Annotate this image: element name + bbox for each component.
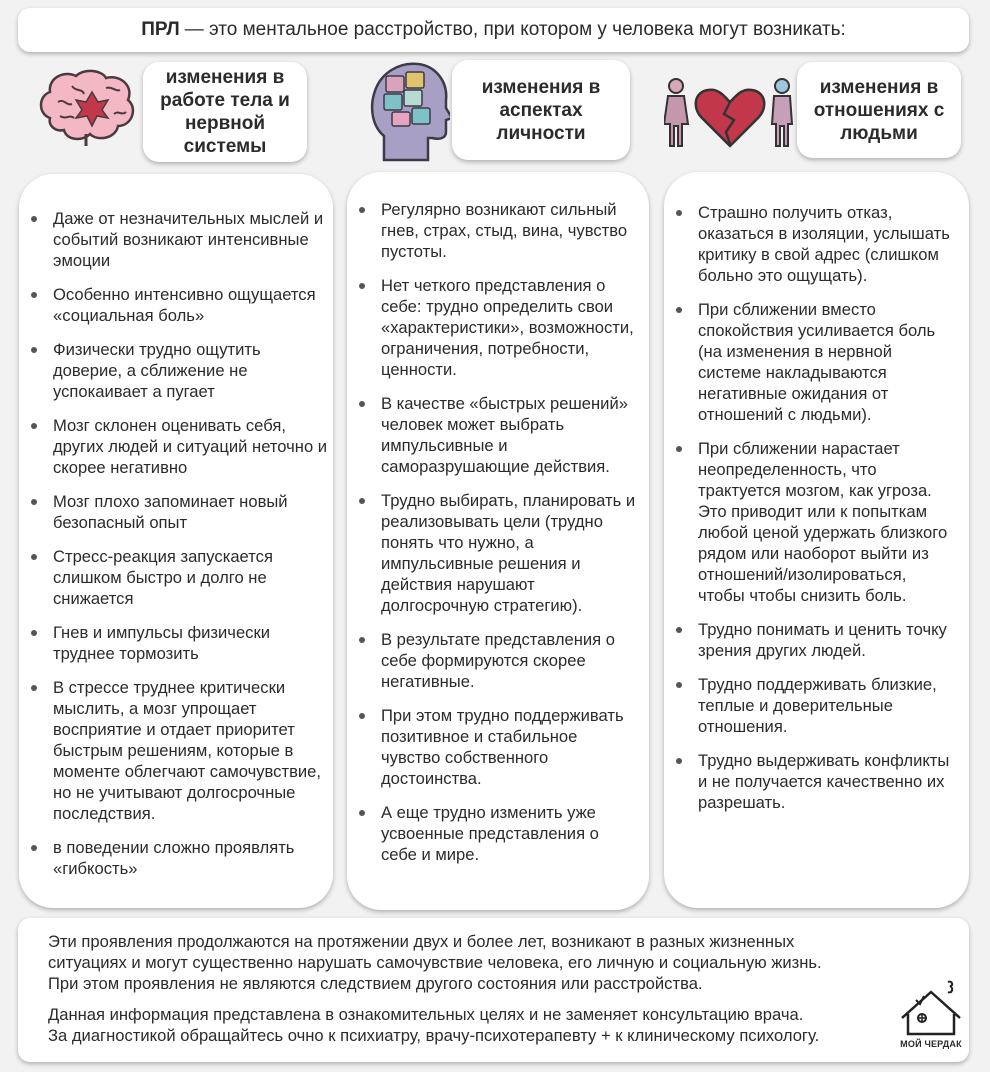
list-item: В результате представления о себе формируются скорее негативные.: [381, 629, 639, 692]
logo-text: МОЙ ЧЕРДАК: [900, 1039, 962, 1049]
col1-label: [143, 62, 307, 162]
title-abbr: ПРЛ: [141, 19, 180, 40]
broken-heart-couple-icon: [664, 76, 794, 148]
brain-icon: [36, 66, 138, 148]
footer-line: При этом проявления не являются следствием другого состояния или расстройства.: [48, 974, 703, 993]
list-item: А еще трудно изменить уже усвоенные представления о себе и мире.: [381, 802, 639, 865]
col1-label-text: изменения в работе тела и нервной системы: [160, 67, 290, 157]
col2-label-text: изменения в аспектах личности: [481, 76, 601, 144]
list-item: в поведении сложно проявлять «гибкость»: [53, 837, 333, 879]
column-personality: [347, 172, 649, 910]
page-title: [18, 8, 969, 52]
list-item: Регулярно возникают сильный гнев, страх, стыд, вина, чувство пустоты.: [381, 199, 639, 262]
list-item: Особенно интенсивно ощущается «социальная боль»: [53, 284, 333, 326]
col3-label-text: изменения в отношениях с людьми: [813, 76, 945, 144]
list-item: В качестве «быстрых решений» человек может выбрать импульсивные и саморазрушающие действия.: [381, 393, 639, 477]
list-item: Даже от незначительных мыслей и событий возникают интенсивные эмоции: [53, 208, 333, 271]
list-item: Трудно поддерживать близкие, теплые и доверительные отношения.: [698, 674, 951, 737]
footer-line: Эти проявления продолжаются на протяжении двух и более лет, возникают в разных жизненных: [48, 932, 795, 951]
list-item: Трудно выдерживать конфликты и не получается качественно их разрешать.: [698, 751, 950, 812]
list-personality: [347, 172, 649, 865]
list-item: Нет четкого представления о себе: трудно определить свои «характеристики», возможности, ограничения, потребности, ценности.: [381, 275, 639, 380]
list-item: Страшно получить отказ, оказаться в изоляции, услышать критику в свой адрес (слишком больно это ощущать).: [698, 203, 950, 285]
column-relationships: [664, 172, 969, 908]
list-item: Мозг склонен оценивать себя, других людей и ситуаций неточно и скорее негативно: [53, 415, 333, 478]
list-item: В стрессе труднее критически мыслить, а мозг упрощает восприятие и отдает приоритет быстрым решениям, которые в моменте облегчают самочувствие, но не учитывают долгосрочные последствия.: [53, 677, 333, 824]
list-relationships: [664, 172, 969, 813]
list-item: Стресс-реакция запускается слишком быстро и долго не снижается: [53, 546, 333, 609]
col2-label: [452, 60, 630, 160]
head-puzzle-icon: [368, 60, 450, 162]
col3-label: [797, 62, 961, 158]
list-item: При сближении вместо спокойствия усиливается боль (на изменения в нервной системе накладываются негативные ожидания от отношений с людьми).: [698, 299, 951, 425]
footer-note: [18, 918, 969, 1062]
list-item: Трудно выбирать, планировать и реализовывать цели (трудно понять что нужно, а импульсивные решения и действия нарушают долгосрочную стратегию).: [381, 490, 639, 616]
list-body-system: [19, 174, 333, 879]
house-logo-icon: [896, 978, 966, 1040]
footer-line: Данная информация представлена в ознакомительных целях и не заменяет консультацию врача.: [48, 1005, 804, 1024]
list-item: Трудно понимать и ценить точку зрения других людей.: [698, 619, 951, 661]
list-item: Гнев и импульсы физически труднее тормозить: [53, 622, 333, 664]
column-body-system: [19, 174, 333, 908]
logo: [896, 978, 966, 1056]
footer-line: За диагностикой обращайтесь очно к психиатру, врачу-психотерапевту + к клиническому психологу.: [48, 1026, 820, 1045]
list-item: Мозг плохо запоминает новый безопасный опыт: [53, 491, 333, 533]
list-item: Физически трудно ощутить доверие, а сближение не успокаивает а пугает: [53, 339, 333, 402]
list-item: При этом трудно поддерживать позитивное и стабильное чувство собственного достоинства.: [381, 705, 639, 789]
title-text: — это ментальное расстройство, при котором у человека могут возникать:: [184, 19, 846, 40]
list-item: При сближении нарастает неопределенность, что трактуется мозгом, как угроза. Это приводит или к попыткам любой ценой удержать близкого рядом или наоборот выйти из отношений/изолироваться, чтобы чтобы снизить боль.: [698, 438, 951, 606]
footer-line: ситуациях и могут существенно нарушать самочувствие человека, его личную и социальную жизнь.: [48, 953, 822, 972]
